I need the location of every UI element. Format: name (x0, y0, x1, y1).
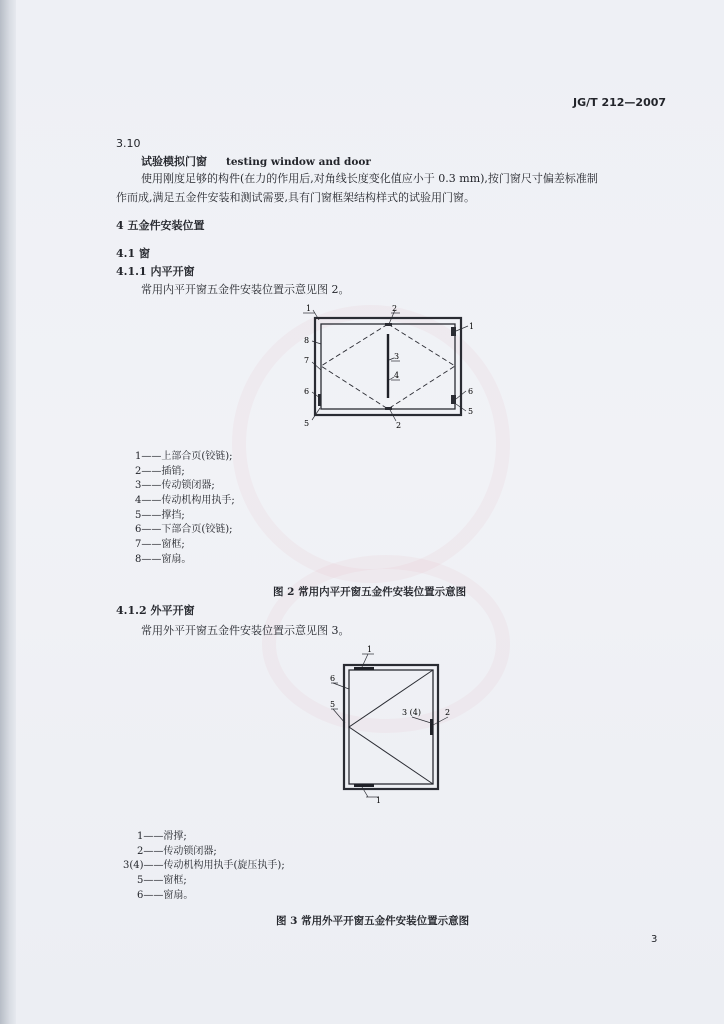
figure-2-legend (135, 450, 235, 568)
fig3-lock (430, 719, 433, 735)
definition-line-2: 作而成,满足五金件安装和测试需要,具有门窗框架结构样式的试验用门窗。 (116, 191, 475, 204)
fig3-bottom-stay (354, 784, 374, 787)
legend-item: 3——传动锁闭器; (135, 480, 215, 492)
section-title-4-1: 4.1 窗 (116, 247, 150, 260)
fig2-top-hinge (451, 327, 456, 336)
legend-item: 1——上部合页(铰链); (135, 451, 233, 462)
fig3-top-stay (354, 667, 374, 670)
fig3-callout-3-4: 3 (4) (402, 708, 421, 717)
legend-item: 4——传动机构用执手; (135, 495, 235, 507)
fig2-bottom-hinge (451, 395, 456, 404)
legend-item: 2——传动锁闭器; (137, 845, 217, 857)
legend-item: 7——窗框; (135, 539, 185, 551)
figure-3-drawing (322, 645, 462, 815)
legend-item: 2——插销; (135, 465, 185, 477)
fig3-callout-1-bottom: 1 (376, 796, 382, 805)
fig3-callout-5: 5 (330, 700, 336, 709)
fig2-callout-5-left: 5 (304, 419, 310, 428)
intro-4-1-2: 常用外平开窗五金件安装位置示意见图 3。 (141, 624, 350, 637)
legend-item: 5——撑挡; (135, 509, 185, 521)
fig3-callout-2: 2 (445, 708, 451, 717)
fig2-callout-2-top: 2 (392, 304, 398, 313)
fig3-window-frame (344, 665, 438, 789)
fig2-latch-top (385, 323, 392, 326)
figure-3-legend (123, 830, 285, 903)
fig2-latch-bottom (385, 407, 392, 410)
fig2-callout-1: 1 (306, 304, 312, 313)
fig3-window-sash (349, 670, 433, 784)
term-cn: 试验模拟门窗 (141, 155, 207, 168)
legend-item: 6——窗扇。 (137, 889, 194, 901)
fig2-callout-3: 3 (394, 352, 400, 361)
fig3-opening-lines (349, 670, 433, 784)
fig2-stay (318, 394, 321, 406)
fig2-callout-6-left: 6 (304, 387, 310, 396)
figure-2-drawing (290, 300, 490, 435)
fig2-callout-2-bottom: 2 (396, 421, 402, 430)
fig3-callout-1-top: 1 (367, 645, 373, 654)
fig2-callout-1-right: 1 (469, 322, 475, 331)
standard-code: JG/T 212—2007 (573, 96, 667, 109)
figure-3-caption: 图 3 常用外平开窗五金件安装位置示意图 (276, 915, 470, 927)
figure-2-caption: 图 2 常用内平开窗五金件安装位置示意图 (273, 586, 467, 598)
legend-item: 3(4)——传动机构用执手(旋压执手); (123, 860, 285, 872)
legend-item: 6——下部合页(铰链); (135, 524, 233, 536)
fig2-callout-4: 4 (394, 371, 400, 380)
fig2-callout-8: 8 (304, 336, 310, 345)
intro-4-1-1: 常用内平开窗五金件安装位置示意见图 2。 (141, 283, 350, 296)
section-title-4: 4 五金件安装位置 (116, 219, 205, 232)
legend-item: 8——窗扇。 (135, 553, 192, 565)
fig2-callout-7: 7 (304, 356, 310, 365)
legend-item: 5——窗框; (137, 875, 187, 887)
page-number: 3 (651, 934, 658, 945)
fig2-callout-5-right: 5 (468, 407, 474, 416)
definition-line-1: 使用刚度足够的构件(在力的作用后,对角线长度变化值应小于 0.3 mm),按门窗尺寸偏差标准制 (141, 172, 598, 185)
fig3-callout-6: 6 (330, 674, 336, 683)
term-en: testing window and door (226, 156, 371, 168)
section-number-3-10: 3.10 (116, 137, 141, 150)
fig2-callout-6-right: 6 (468, 387, 474, 396)
section-title-4-1-1: 4.1.1 内平开窗 (116, 265, 195, 278)
section-title-4-1-2: 4.1.2 外平开窗 (116, 604, 195, 617)
page-edge-shadow (0, 0, 16, 1024)
legend-item: 1——滑撑; (137, 831, 187, 842)
